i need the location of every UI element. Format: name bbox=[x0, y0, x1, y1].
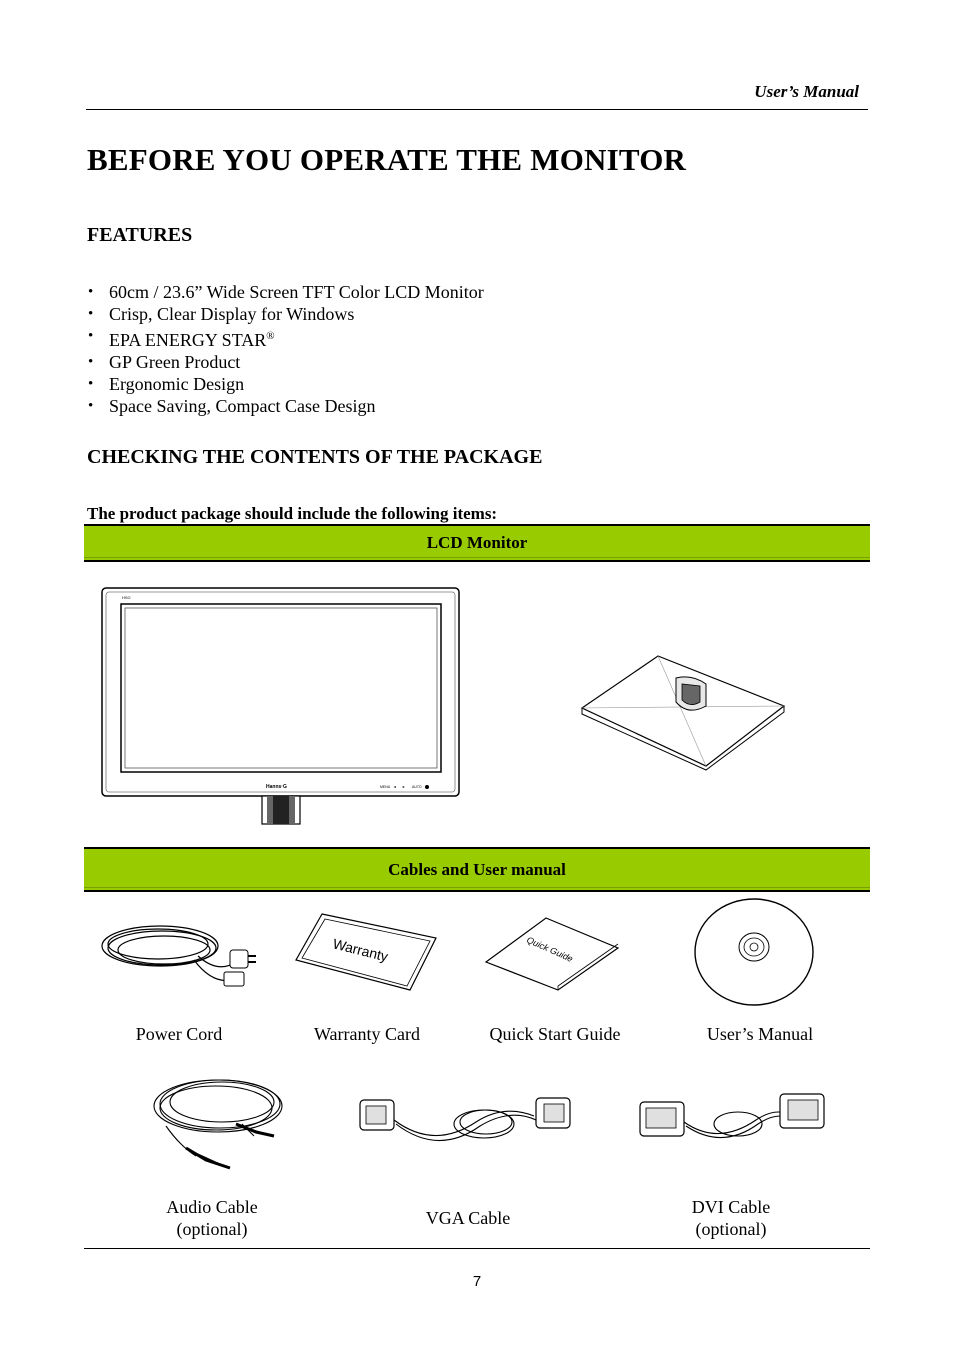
svg-text:►: ► bbox=[402, 785, 406, 789]
dvi-cable-label: DVI Cable (optional) bbox=[691, 1197, 771, 1239]
page-number: 7 bbox=[472, 1273, 482, 1290]
monitor-model-label: HSG bbox=[122, 595, 131, 600]
quick-guide-icon bbox=[484, 912, 620, 992]
cd-icon bbox=[692, 896, 816, 1008]
package-heading: CHECKING THE CONTENTS OF THE PACKAGE bbox=[87, 446, 543, 468]
header-rule bbox=[86, 109, 868, 110]
vga-cable-label: VGA Cable bbox=[425, 1208, 511, 1228]
feature-item: • GP Green Product bbox=[87, 351, 484, 373]
dvi-cable-icon bbox=[638, 1088, 828, 1154]
power-cord-label: Power Cord bbox=[135, 1024, 223, 1044]
vga-cable-icon bbox=[354, 1086, 578, 1156]
monitor-brand-logo: Hanns·G bbox=[266, 784, 287, 790]
feature-item: • 60cm / 23.6” Wide Screen TFT Color LCD Monitor bbox=[87, 281, 484, 303]
features-list bbox=[87, 281, 484, 417]
features-heading: FEATURES bbox=[87, 224, 193, 246]
footer-rule bbox=[84, 1248, 870, 1249]
power-cord-icon bbox=[98, 914, 258, 992]
package-intro: The product package should include the following items: bbox=[87, 504, 498, 523]
warranty-card-text: Warranty bbox=[331, 935, 390, 965]
section-bar-lcd-label: LCD Monitor bbox=[426, 533, 528, 552]
page-title: BEFORE YOU OPERATE THE MONITOR bbox=[87, 142, 687, 177]
audio-cable-label: Audio Cable (optional) bbox=[166, 1197, 258, 1239]
svg-text:AUTO: AUTO bbox=[412, 785, 422, 789]
feature-item: • EPA ENERGY STAR® bbox=[87, 325, 484, 351]
quick-start-guide-label: Quick Start Guide bbox=[489, 1024, 621, 1044]
section-bar-cables bbox=[84, 847, 870, 892]
quick-guide-text: Quick Guide bbox=[525, 934, 575, 964]
power-button-icon bbox=[425, 785, 429, 789]
registered-mark: ® bbox=[266, 330, 275, 342]
feature-item: • Ergonomic Design bbox=[87, 373, 484, 395]
warranty-card-icon bbox=[294, 910, 440, 994]
monitor-stand-illustration bbox=[580, 648, 788, 774]
users-manual-label: User’s Manual bbox=[706, 1024, 814, 1044]
audio-cable-icon bbox=[146, 1074, 284, 1170]
feature-item: • Space Saving, Compact Case Design bbox=[87, 395, 484, 417]
svg-text:◄: ◄ bbox=[393, 785, 397, 789]
warranty-card-label: Warranty Card bbox=[313, 1024, 420, 1044]
section-bar-lcd bbox=[84, 524, 870, 562]
section-bar-cables-label: Cables and User manual bbox=[388, 859, 566, 879]
feature-item: • Crisp, Clear Display for Windows bbox=[87, 303, 484, 325]
running-header: User’s Manual bbox=[754, 82, 859, 101]
svg-text:MENU: MENU bbox=[380, 785, 391, 789]
lcd-monitor-illustration bbox=[100, 586, 462, 826]
